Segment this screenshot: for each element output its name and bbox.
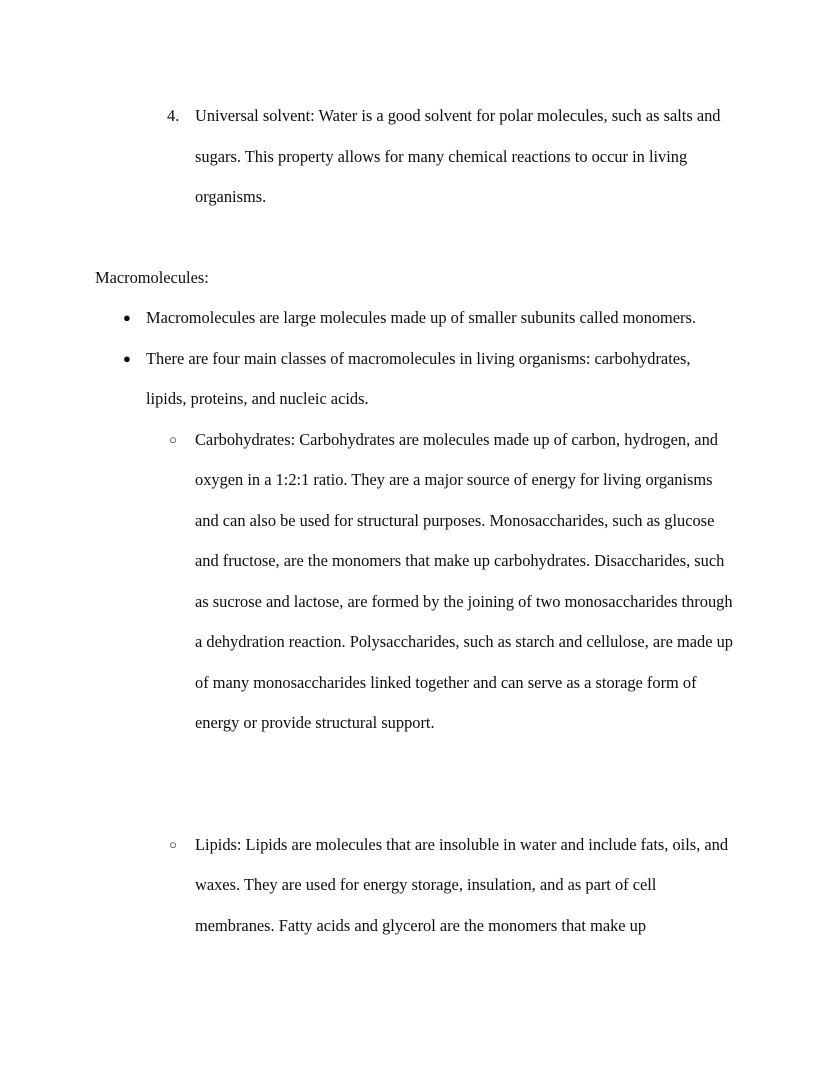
list-item <box>95 420 735 744</box>
list-item-text: Macromolecules are large molecules made up of smaller subunits called monomers. <box>146 308 696 327</box>
section-heading-text: Macromolecules: <box>95 267 209 287</box>
disc-bullet-icon: ● <box>123 310 131 325</box>
paragraph-spacer <box>95 744 735 825</box>
list-item <box>95 339 735 420</box>
disc-bullet-icon: ● <box>123 350 131 366</box>
circle-bullet-icon: ○ <box>169 431 177 447</box>
list-item-text: Lipids: Lipids are molecules that are insoluble in water and include fats, oils, and waxes. They are used for energy storage, insulation, and as part of cell membranes. Fatty acids and glycerol are the monomers that make up <box>195 834 729 935</box>
list-item <box>95 298 735 339</box>
list-number-marker: 4. <box>167 106 180 125</box>
document-body <box>95 96 735 946</box>
list-item <box>95 825 735 947</box>
list-item-text: There are four main classes of macromolecules in living organisms: carbohydrates, lipids, proteins, and nucleic acids. <box>146 348 691 408</box>
section-heading-macromolecules <box>95 258 735 299</box>
list-item-text: Carbohydrates: Carbohydrates are molecules made up of carbon, hydrogen, and oxygen in a 1:2:1 ratio. They are a major source of energy for living organisms and can also be used for structural purposes. Monosaccharides, such as glucose and fructose, are the monomers that make up carbohydrates. Disaccharides, such as sucrose and lactose, are formed by the joining of two monosaccharides through a dehydration reaction. Polysaccharides, such as starch and cellulose, are made up of many monosaccharides linked together and can serve as a storage form of energy or provide structural support. <box>195 429 733 732</box>
numbered-list-item-text: Universal solvent: Water is a good solvent for polar molecules, such as salts and sugars. This property allows for many chemical reactions to occur in living organisms. <box>195 106 721 206</box>
numbered-list-item-4 <box>95 96 735 218</box>
paragraph-spacer <box>95 218 735 258</box>
circle-bullet-icon: ○ <box>169 836 177 852</box>
